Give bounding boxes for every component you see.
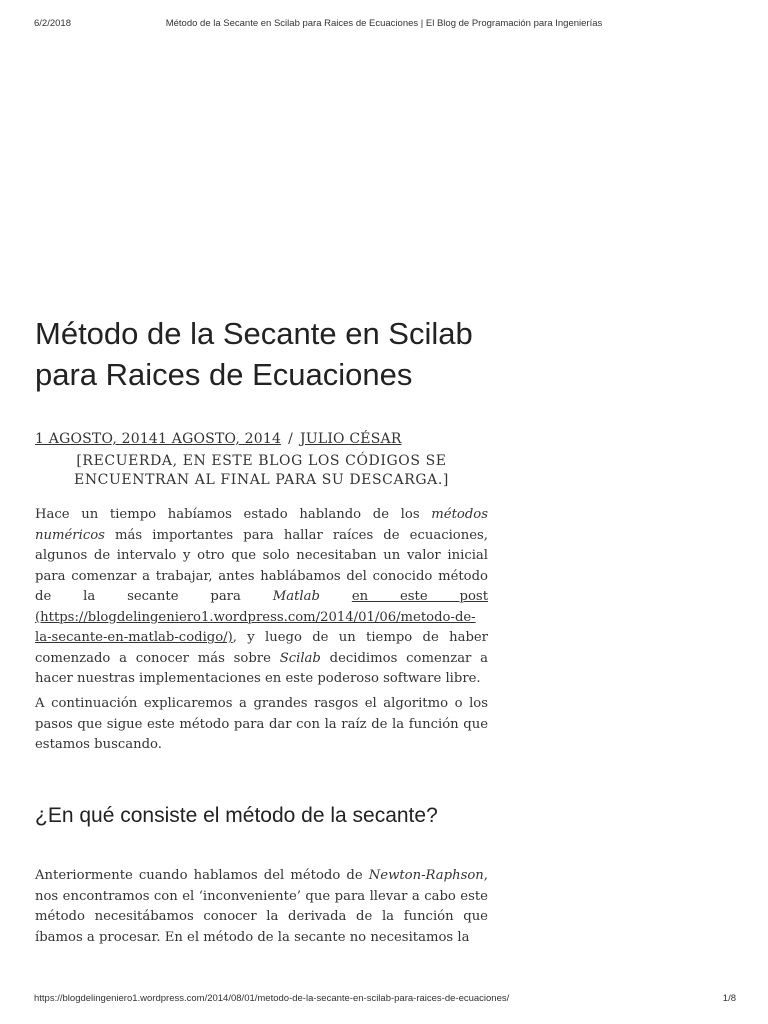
print-doc-title: Método de la Secante en Scilab para Raices de Ecuaciones | El Blog de Programación para Ingenierías <box>165 18 603 29</box>
print-url: https://blogdelingeniero1.wordpress.com/2014/08/01/metodo-de-la-secante-en-scilab-para-raices-de-ecuaciones/ <box>34 993 510 1004</box>
paragraph-algorithm: A continuación explicaremos a grandes rasgos el algoritmo o los pasos que sigue este método para dar con la raíz de la función que estamos buscando. <box>35 696 488 752</box>
text-run: , y luego de un tiempo de haber comenzado a conocer más sobre <box>35 630 488 666</box>
emphasis-metodos: métodos numéricos <box>35 507 488 543</box>
print-date: 6/2/2018 <box>34 18 71 29</box>
post-date-link[interactable]: 1 AGOSTO, 20141 AGOSTO, 2014 <box>35 431 282 447</box>
emphasis-scilab: Scilab <box>279 650 321 666</box>
emphasis-matlab: Matlab <box>272 589 320 604</box>
print-header <box>0 18 768 32</box>
text-run: más importantes para hallar raíces de ecuaciones, algunos de intervalo y otro que solo necesitaban un valor inicial para comenzar a trabajar, antes hablábamos del conocido método de la secante para <box>35 527 488 604</box>
post-title: Método de la Secante en Scilab para Raices de Ecuaciones <box>35 316 473 392</box>
page-number: 1/8 <box>722 993 736 1004</box>
text-run <box>320 589 352 604</box>
post-meta <box>35 430 488 449</box>
text-run: Hace un tiempo habíamos estado hablando de los <box>35 507 432 522</box>
code-download-notice: [RECUERDA, EN ESTE BLOG LOS CÓDIGOS SE ENCUENTRAN AL FINAL PARA SU DESCARGA.] <box>74 453 449 488</box>
paragraph-newton <box>35 866 488 948</box>
author-link[interactable]: JULIO CÉSAR <box>300 431 402 447</box>
print-footer <box>0 993 768 1007</box>
emphasis-newton-raphson: Newton-Raphson <box>368 868 484 883</box>
text-run: , nos encontramos con el ‘inconveniente’ que para llevar a cabo este método necesitábamos conocer la derivada de la función que íbamos a procesar. En el método de la secante no necesitamos la <box>35 868 488 945</box>
text-run: Anteriormente cuando hablamos del método de <box>35 868 369 883</box>
text-run: decidimos comenzar a hacer nuestras implementaciones en este poderoso software libre. <box>35 650 488 686</box>
matlab-post-link[interactable]: en este post (https://blogdelingeniero1.wordpress.com/2014/01/06/metodo-de-la-secante-en-matlab-codigo/) <box>35 589 488 645</box>
section-heading: ¿En qué consiste el método de la secante? <box>35 804 438 827</box>
meta-separator: / <box>288 431 294 447</box>
paragraph-intro <box>35 505 488 690</box>
